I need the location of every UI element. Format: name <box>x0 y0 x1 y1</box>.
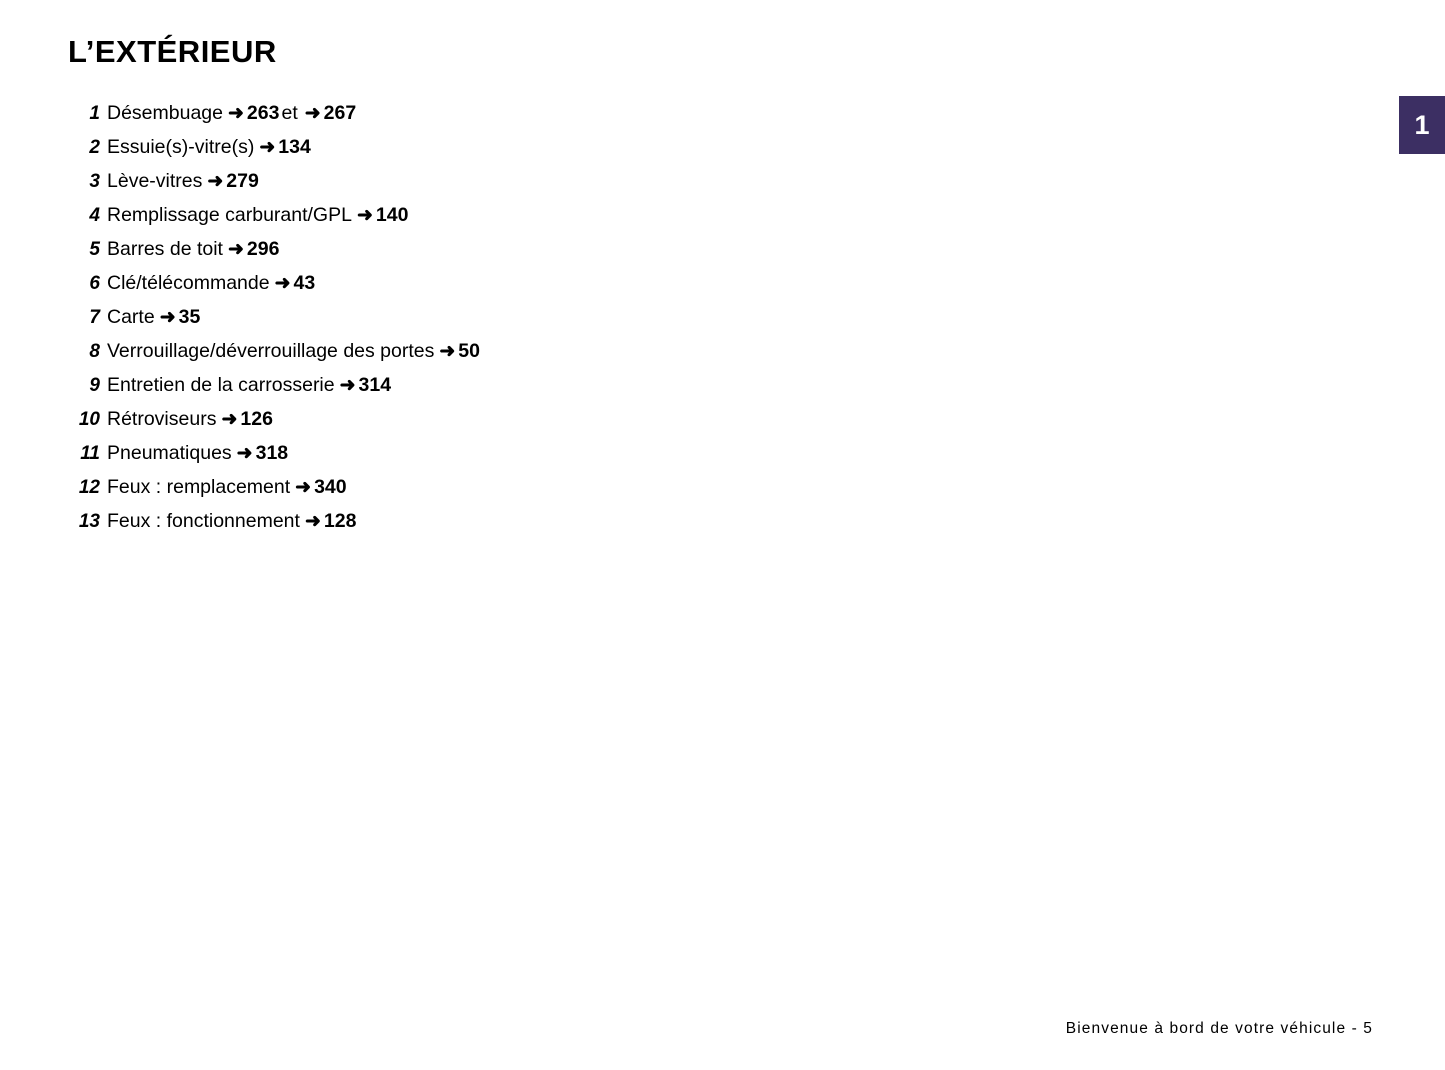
toc-entry-page: 263 <box>246 102 280 124</box>
toc-entry-page: 314 <box>358 374 392 396</box>
toc-entry[interactable] <box>68 96 1268 130</box>
toc-entry-number: 3 <box>89 171 100 192</box>
toc-entry-number: 7 <box>89 307 100 328</box>
toc-entry-label: Verrouillage/déverrouillage des portes <box>107 340 435 362</box>
toc-entry-page: 128 <box>323 510 357 532</box>
arrow-icon: ➜ <box>295 477 312 498</box>
toc-entry[interactable] <box>68 368 1268 402</box>
table-of-contents <box>68 96 1268 538</box>
toc-entry-label: Essuie(s)-vitre(s) <box>107 136 255 158</box>
toc-entry-number: 11 <box>80 443 100 464</box>
toc-entry-label: Feux : fonctionnement <box>107 510 300 532</box>
arrow-icon: ➜ <box>221 409 238 430</box>
toc-entry-number: 13 <box>78 511 100 532</box>
toc-entry-number: 9 <box>89 375 100 396</box>
toc-entry-label: Carte <box>107 306 155 328</box>
toc-entry-label: Feux : remplacement <box>107 476 291 498</box>
toc-entry[interactable] <box>68 232 1268 266</box>
toc-entry-label: Clé/télécommande <box>107 272 270 294</box>
toc-entry-page-secondary: 267 <box>323 102 357 124</box>
toc-entry[interactable] <box>68 198 1268 232</box>
toc-entry[interactable] <box>68 164 1268 198</box>
arrow-icon: ➜ <box>236 443 253 464</box>
toc-entry-page: 35 <box>178 306 201 328</box>
arrow-icon: ➜ <box>439 341 456 362</box>
toc-entry-number: 4 <box>89 205 100 226</box>
toc-entry-label: Pneumatiques <box>107 442 232 464</box>
toc-entry-page: 126 <box>240 408 273 430</box>
toc-entry-page: 296 <box>246 238 280 260</box>
toc-entry-label: Entretien de la carrosserie <box>107 374 335 396</box>
toc-entry-label: Rétroviseurs <box>107 408 217 430</box>
arrow-icon: ➜ <box>339 375 356 396</box>
arrow-icon: ➜ <box>304 103 321 124</box>
toc-entry-label: Barres de toit <box>107 238 223 260</box>
toc-entry-label: Désembuage <box>107 102 223 124</box>
arrow-icon: ➜ <box>159 307 176 328</box>
arrow-icon: ➜ <box>304 511 321 532</box>
arrow-icon: ➜ <box>227 239 244 260</box>
chapter-tab: 1 <box>1399 96 1445 154</box>
toc-entry-number: 5 <box>89 239 100 260</box>
arrow-icon: ➜ <box>228 103 244 124</box>
toc-entry-page: 279 <box>226 170 259 192</box>
toc-entry-page: 134 <box>278 136 311 158</box>
toc-entry-page: 318 <box>255 442 289 464</box>
toc-entry[interactable] <box>68 504 1268 538</box>
toc-entry-number: 12 <box>78 477 100 498</box>
toc-entry[interactable] <box>68 470 1268 504</box>
toc-entry-number: 1 <box>89 103 100 124</box>
toc-entry-page: 140 <box>375 204 409 226</box>
toc-entry-page: 43 <box>293 272 316 294</box>
toc-entry-conjunction: et <box>281 102 298 124</box>
arrow-icon: ➜ <box>259 137 276 158</box>
toc-entry-label: Lève-vitres <box>107 170 203 192</box>
toc-entry[interactable] <box>68 436 1268 470</box>
page-title: L’EXTÉRIEUR <box>68 34 277 69</box>
toc-entry-label: Remplissage carburant/GPL <box>107 204 352 226</box>
toc-entry-number: 2 <box>89 137 100 158</box>
toc-entry[interactable] <box>68 130 1268 164</box>
toc-entry[interactable] <box>68 266 1268 300</box>
toc-entry-number: 10 <box>78 409 100 430</box>
toc-entry-number: 6 <box>89 273 100 294</box>
toc-entry[interactable] <box>68 300 1268 334</box>
arrow-icon: ➜ <box>356 205 373 226</box>
arrow-icon: ➜ <box>274 273 291 294</box>
arrow-icon: ➜ <box>207 171 224 192</box>
toc-entry-number: 8 <box>89 341 100 362</box>
page-footer: Bienvenue à bord de votre véhicule - 5 <box>1065 1020 1373 1037</box>
toc-entry-page: 50 <box>458 340 480 362</box>
toc-entry[interactable] <box>68 334 1268 368</box>
toc-entry-page: 340 <box>314 476 347 498</box>
toc-entry[interactable] <box>68 402 1268 436</box>
